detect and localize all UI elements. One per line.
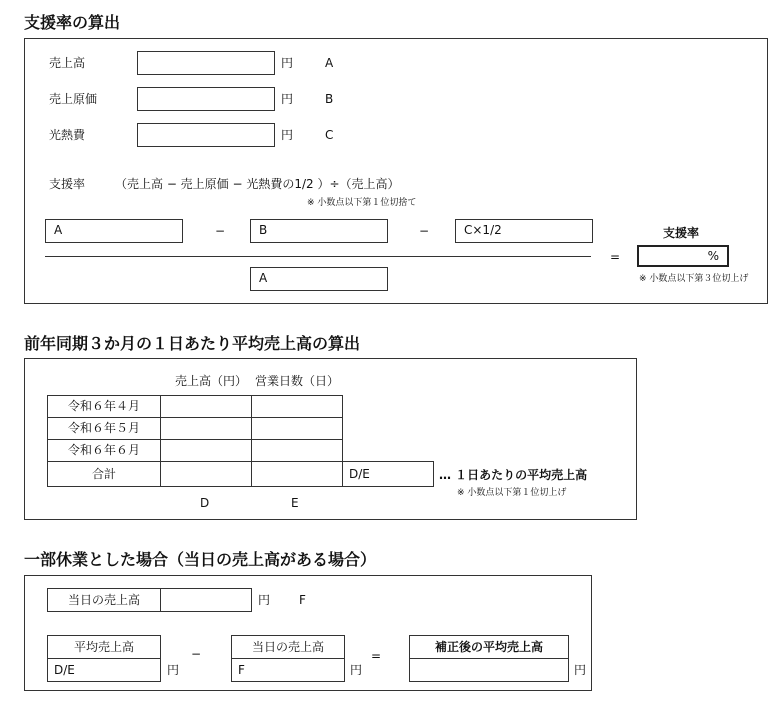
utility-letter: C [325,128,334,142]
corrected-avg-unit: 円 [574,663,587,677]
row-label-jun: 令和６年６月 [47,439,161,462]
sales-cell-total[interactable] [160,461,252,487]
formula-label: 支援率 [49,177,86,191]
sales-unit: 円 [281,56,294,70]
fraction-line [45,256,591,257]
row-label-may: 令和６年５月 [47,417,161,440]
section1-title: 支援率の算出 [24,13,121,32]
percent-unit: % [707,249,719,263]
formula-text: （売上高 − 売上原価 − 光熱費の1/2 ）÷（売上高） [115,177,400,191]
partial-closure-frame [24,575,592,691]
avg-sales-header: 平均売上高 [47,635,161,659]
support-rate-result[interactable] [637,245,729,267]
header-days: 営業日数（日） [255,374,340,388]
section2-title: 前年同期３か月の１日あたり平均売上高の算出 [24,334,361,353]
average-sales-frame [24,358,637,520]
row-label-total: 合計 [47,461,161,487]
cost-unit: 円 [281,92,294,106]
daily-average-label: … １日あたりの平均売上高 [439,468,588,482]
header-sales: 売上高（円） [175,374,248,388]
numerator-c-box[interactable]: C×1/2 [455,219,593,243]
round-up-note: ※ 小数点以下第３位切上げ [639,274,749,284]
result-label: 支援率 [663,226,700,240]
denominator-a-box[interactable]: A [250,267,388,291]
minus-sign-1: − [215,224,226,238]
avg-sales-value[interactable]: D/E [47,658,161,682]
minus-sign-3: − [191,647,202,661]
sales-label: 売上高 [49,56,86,70]
sales-letter: A [325,56,334,70]
equals-sign-2: = [371,649,382,663]
sales-cell-jun[interactable] [160,439,252,462]
today-sales-header-2: 当日の売上高 [231,635,345,659]
round-up-note-2: ※ 小数点以下第１位切上げ [457,488,567,498]
corrected-avg-header: 補正後の平均売上高 [409,635,569,659]
utility-unit: 円 [281,128,294,142]
letter-f: F [299,593,306,607]
support-rate-frame [24,38,768,304]
cost-letter: B [325,92,334,106]
row-label-apr: 令和６年４月 [47,395,161,418]
numerator-a-box[interactable]: A [45,219,183,243]
section3-title: 一部休業とした場合（当日の売上高がある場合） [24,550,377,569]
cost-input[interactable] [137,87,275,111]
sales-input[interactable] [137,51,275,75]
letter-e: E [291,496,299,510]
utility-input[interactable] [137,123,275,147]
equals-sign: = [610,250,621,264]
round-down-note: ※ 小数点以下第１位切捨て [307,198,417,208]
utility-label: 光熱費 [49,128,86,142]
days-cell-total[interactable] [251,461,343,487]
cost-label: 売上原価 [49,92,98,106]
days-cell-apr[interactable] [251,395,343,418]
minus-sign-2: − [419,224,430,238]
avg-sales-unit: 円 [167,663,180,677]
today-sales-unit: 円 [258,593,271,607]
f-value-cell[interactable]: F [231,658,345,682]
today-sales-input[interactable] [160,588,252,612]
f-value-unit: 円 [350,663,363,677]
de-cell[interactable]: D/E [342,461,434,487]
days-cell-may[interactable] [251,417,343,440]
today-sales-label: 当日の売上高 [47,588,161,612]
sales-cell-may[interactable] [160,417,252,440]
letter-d: D [200,496,210,510]
days-cell-jun[interactable] [251,439,343,462]
numerator-b-box[interactable]: B [250,219,388,243]
sales-cell-apr[interactable] [160,395,252,418]
corrected-avg-value[interactable] [409,658,569,682]
